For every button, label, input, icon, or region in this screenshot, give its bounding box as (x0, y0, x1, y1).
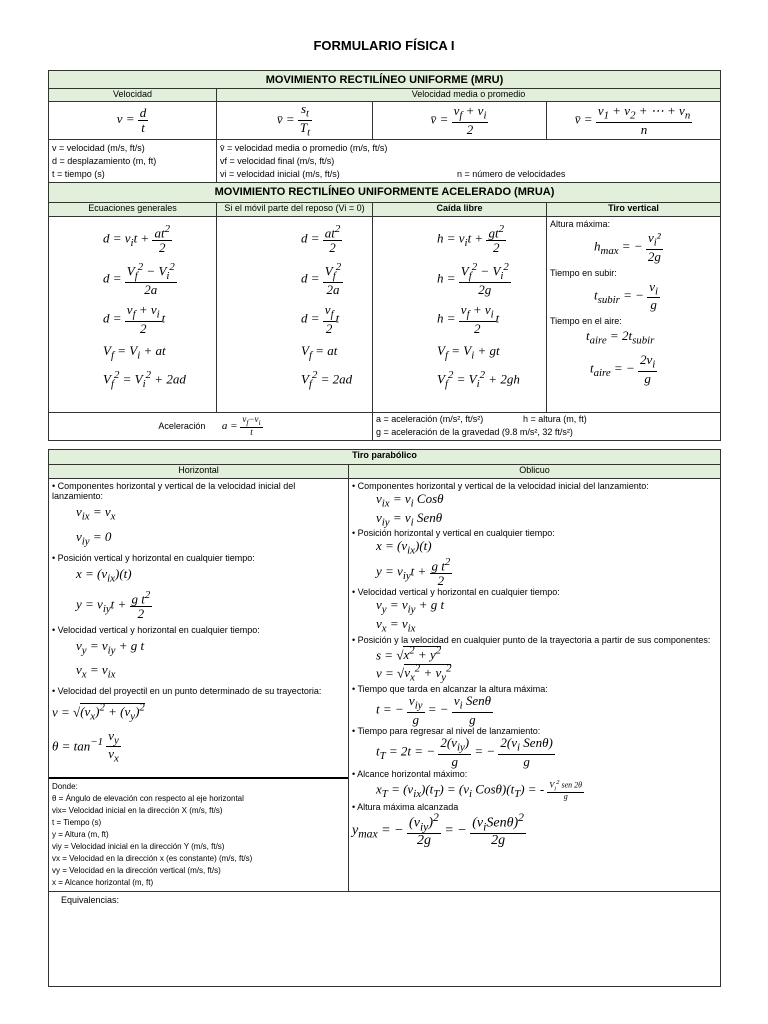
tp-o-bullet-2: • Posición horizontal y vertical en cualquier tiempo: (352, 528, 555, 539)
mrua-freefall-equations: $h = v_it$ + $\frac{gt^2}{2}$ h = $\frac{V_f^2 - V_i^2}{2g}$ h = $\frac{v_f + v_i}{2}$ t $V_f = V_i$ + gt $V_f^2 = V_i^2 + 2gh$ (373, 216, 547, 412)
tp-h-bullet-1: • Componentes horizontal y vertical de la velocidad inicial del lanzamiento: (52, 481, 296, 501)
mru-velocity-label: Velocidad (49, 89, 217, 102)
def-n: n = número de velocidades (457, 168, 566, 179)
mrua-general-equations: $d = v_it$ + $\frac{at^2}{2}$ d = $\frac{V_f^2 - V_i^2}{2a}$ d = $\frac{v_f + v_i}{2}$ t $V_f = V_i$ + at $V_f^2 = V_i^2 + 2ad$ (49, 216, 217, 412)
mrua-header: MOVIMIENTO RECTILÍNEO UNIFORMENTE ACELERADO (MRUA) (49, 182, 721, 202)
mru-mean-velocity-label: Velocidad media o promedio (217, 89, 721, 102)
def-line: viy = Velocidad inicial en la dirección Y (m/s, ft/s) (52, 842, 225, 852)
def-line: θ = Ángulo de elevación con respecto al eje horizontal (52, 794, 244, 804)
tp-h-bullet-4: • Velocidad del proyectil en un punto determinado de su trayectoria: (52, 685, 322, 696)
tp-header: Tiro parabólico (49, 450, 721, 465)
accel-label: Aceleración (158, 420, 206, 431)
tp-h-bullet-2: • Posición vertical y horizontal en cualquier tiempo: (52, 553, 255, 564)
tp-o-bullet-1: • Componentes horizontal y vertical de la velocidad inicial del lanzamiento: (352, 481, 649, 491)
def-line: vx = Velocidad en la dirección x (es constante) (m/s, ft/s) (52, 854, 253, 864)
mru-formula-vmean-st: v̄ = $\frac{s_t}{T_t}$ (217, 102, 373, 140)
tp-col-horizontal: Horizontal (49, 465, 349, 479)
mru-formula-v: v = $\frac{d}{t}$ (49, 102, 217, 140)
def-a: a = aceleración (m/s², ft/s²) (376, 413, 484, 424)
def-line: t = Tiempo (s) (52, 818, 102, 828)
tp-o-bullet-7: • Alcance horizontal máximo: (352, 769, 468, 780)
def-line: vi = velocidad inicial (m/s, ft/s) (220, 168, 340, 179)
mrua-col-vertical: Tiro vertical (547, 202, 721, 216)
mrua-rest-equations: d = $\frac{at^2}{2}$ d = $\frac{V_f^2}{2a}$ d = $\frac{v_f}{2}$ t $V_f$ = at $V_f^2 = 2ad$ (217, 216, 373, 412)
page-title: FORMULARIO FÍSICA I (313, 38, 455, 53)
mru-defs-left (49, 139, 217, 182)
tp-o-bullet-4: • Posición y la velocidad en cualquier punto de la trayectoria a partir de sus componentes: (352, 634, 711, 645)
mru-formula-vmean-avg: v̄ = $\frac{v_f + v_i}{2}$ (373, 102, 547, 140)
def-line: v = velocidad (m/s, ft/s) (52, 142, 145, 153)
def-h: h = altura (m, ft) (523, 413, 587, 424)
tp-col-oblicuo: Oblicuo (349, 465, 721, 479)
tp-o-bullet-8: • Altura máxima alcanzada (352, 801, 459, 812)
mrua-col-general: Ecuaciones generales (49, 202, 217, 216)
def-g: g = aceleración de la gravedad (9.8 m/s², 32 ft/s²) (376, 426, 573, 437)
tp-o-bullet-5: • Tiempo que tarda en alcanzar la altura máxima: (352, 683, 548, 694)
tp-horizontal-cell: • Componentes horizontal y vertical de la velocidad inicial del lanzamiento: $v_{ix} = v_x$ $v_{iy} = 0$ • Posición vertical y horizontal en cualquier tiempo: $x = (v_{ix})(t)$ $y = v_{iy}t$ + $\frac{g t^2}{2}$ • Velocidad vertical y horizontal en cualquier tiempo: $v_y = v_{iy} + g$ t $v_x = v_{ix}$ • Velocidad del proyectil en un punto determinado de su trayectoria: $v = √(v_x)^2 + (v_y)^2$ $\theta = \tan^{-1}$ $\frac{v_y}{v_x}$ Donde: θ = Ángulo de elevación con respecto al eje horizontal vix= Velocidad inicial en la dirección X (m/s, ft/s) t = Tiempo (s) y = Altura (m, ft) viy = Velocidad inicial en la dirección Y (m/s, ft/s) vx = Velocidad en la dirección x (es constante) (m/s, ft/s) vy = Velocidad en la dirección vertical (m/s, ft/s) x = Alcance horizontal (m, ft) (49, 479, 349, 892)
mru-defs-right (217, 139, 721, 182)
tp-o-bullet-6: • Tiempo para regresar al nivel de lanzamiento: (352, 726, 541, 737)
def-line: y = Altura (m, ft) (52, 830, 109, 840)
mrua-col-freefall: Caída libre (373, 202, 547, 216)
def-line: vf = velocidad final (m/s, ft/s) (220, 155, 335, 166)
def-line: t = tiempo (s) (52, 168, 105, 179)
def-line: vix= Velocidad inicial en la dirección X (m/s, ft/s) (52, 806, 223, 816)
formula-table-top (48, 70, 721, 441)
label-altura: Altura máxima: (550, 218, 611, 229)
def-line: v̄ = velocidad media o promedio (m/s, ft/s) (220, 142, 388, 153)
equivalencias-cell (49, 892, 721, 987)
equivalencias-label: Equivalencias: (61, 895, 120, 906)
label-aire: Tiempo en el aire: (550, 316, 622, 327)
mrua-col-rest: Si el móvil parte del reposo (Vi = 0) (217, 202, 373, 216)
accel-cell: Aceleración a = $\frac{v_f-v_i}{t}$ (49, 412, 373, 440)
accel-defs (373, 412, 721, 440)
tp-o-bullet-3: • Velocidad vertical y horizontal en cualquier tiempo: (352, 587, 560, 598)
tp-oblicuo-cell: • Componentes horizontal y vertical de la velocidad inicial del lanzamiento: $v_{ix} = v_i$ Cosθ $v_{iy} = v_i$ Senθ • Posición horizontal y vertical en cualquier tiempo: $x = (v_{ix})(t)$ $y = v_{iy}t$ + $\frac{g t^2}{2}$ • Velocidad vertical y horizontal en cualquier tiempo: $v_y = v_{iy} + g$ t $v_x = v_{ix}$ • Posición y la velocidad en cualquier punto de la trayectoria a partir de sus componentes: $s = √x^2 + y^2$ $v = √v_x^2 + v_y^2$ • Tiempo que tarda en alcanzar la altura máxima: t = − $\frac{v_{iy}}{g}$ = − $\frac{v_i Sen\theta}{g}$ • Tiempo para regresar al nivel de lanzamiento: $t_T = 2t$ = − $\frac{2(v_{iy})}{g}$ = − $\frac{2(v_i Sen\theta)}{g}$ • Alcance horizontal máximo: $x_T = (v_{ix})(t_T) = (v_i$ $Cos\theta)(t_T)$ = - $\frac{V_i^2 sen 2\theta}{g}$ • Altura máxima alcanzada $y_{max}$ = − $\frac{(v_{iy})^2}{2g}$ = − $\frac{(v_iSen\theta)^2}{2g}$ (349, 479, 721, 892)
mrua-vertical-equations: Altura máxima: $h_{max}$ = − $\frac{v_i^2}{2g}$ Tiempo en subir: $t_{subir}$ = − $\frac{v_i}{g}$ Tiempo en el aire: $t_{aire} = 2t_{subir}$ $t_{aire}$ = − $\frac{2v_i}{g}$ (547, 216, 721, 412)
def-line: vy = Velocidad en la dirección vertical (m/s, ft/s) (52, 866, 221, 876)
def-line: d = desplazamiento (m, ft) (52, 155, 157, 166)
tp-definitions (49, 777, 348, 891)
donde-label: Donde: (52, 782, 78, 792)
tp-h-bullet-3: • Velocidad vertical y horizontal en cualquier tiempo: (52, 625, 260, 636)
label-subir: Tiempo en subir: (550, 267, 617, 278)
formula-table-projectile (48, 449, 721, 987)
def-line: x = Alcance horizontal (m, ft) (52, 878, 154, 888)
mru-formula-vmean-n: v̄ = $\frac{v_1 + v_2 + \cdots + v_n}{n}$ (547, 102, 721, 140)
mru-header: MOVIMIENTO RECTILÍNEO UNIFORME (MRU) (49, 71, 721, 89)
